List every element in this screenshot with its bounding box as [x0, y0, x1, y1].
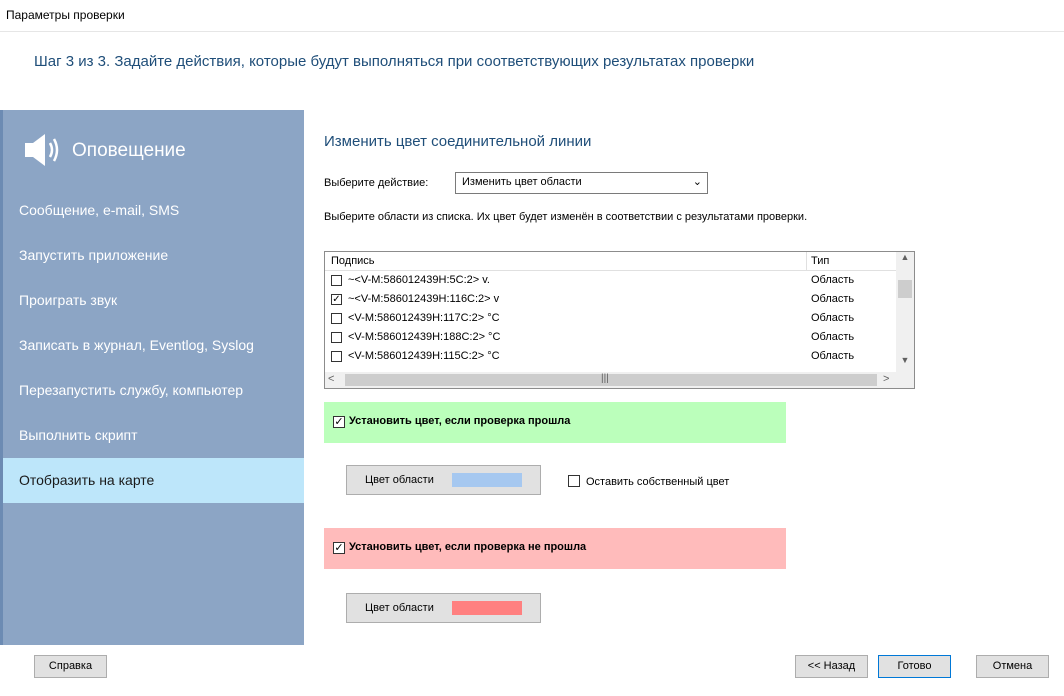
- column-header-type[interactable]: Тип: [811, 255, 830, 267]
- keep-own-color-label: Оставить собственный цвет: [586, 476, 730, 488]
- sidebar-item-message[interactable]: Сообщение, e-mail, SMS: [19, 202, 180, 218]
- keep-own-color-checkbox[interactable]: [568, 475, 580, 487]
- fail-color-swatch: [452, 601, 522, 615]
- row-caption: <V-M:586012439H:188C:2> °C: [348, 331, 501, 343]
- hint-text: Выберите области из списка. Их цвет будет изменён в соответствии с результатами проверки.: [324, 211, 808, 223]
- column-header-caption[interactable]: Подпись: [331, 255, 375, 267]
- list-item[interactable]: [325, 328, 896, 347]
- list-item[interactable]: [325, 347, 896, 366]
- pass-color-button[interactable]: [346, 465, 541, 495]
- window-title: Параметры проверки: [6, 8, 125, 22]
- title-bar: [0, 0, 1064, 32]
- done-button[interactable]: Готово: [878, 655, 951, 678]
- sidebar-item-play-sound[interactable]: Проиграть звук: [19, 292, 118, 308]
- speaker-icon: [23, 132, 63, 168]
- row-caption: <V-M:586012439H:117C:2> °C: [348, 312, 500, 324]
- list-header: [325, 252, 896, 271]
- row-type: Область: [811, 350, 855, 362]
- row-checkbox[interactable]: [331, 275, 342, 286]
- action-label: Выберите действие:: [324, 177, 429, 189]
- scrollbar-corner: [896, 372, 914, 388]
- fail-color-label: Цвет области: [365, 602, 434, 614]
- list-item[interactable]: [325, 290, 896, 309]
- row-caption: ~<V-M:586012439H:5C:2> v.: [348, 274, 490, 286]
- grip-icon: |||: [601, 373, 609, 384]
- sidebar-item-restart[interactable]: Перезапустить службу, компьютер: [19, 382, 244, 398]
- pass-label: Установить цвет, если проверка прошла: [349, 415, 571, 427]
- chevron-down-icon: ⌄: [692, 176, 702, 188]
- sidebar-header: [3, 110, 304, 188]
- areas-list[interactable]: [324, 251, 915, 389]
- list-item[interactable]: [325, 271, 896, 290]
- row-checkbox[interactable]: [331, 313, 342, 324]
- pass-checkbox[interactable]: ✓: [334, 416, 344, 428]
- row-checkbox[interactable]: ✓: [332, 294, 341, 305]
- action-select[interactable]: [455, 172, 708, 194]
- sidebar-item-write-log[interactable]: Записать в журнал, Eventlog, Syslog: [19, 337, 254, 353]
- back-button[interactable]: << Назад: [795, 655, 868, 678]
- sidebar-header-label: Оповещение: [72, 140, 186, 161]
- row-type: Область: [811, 293, 855, 305]
- help-button[interactable]: Справка: [34, 655, 107, 678]
- vertical-scrollbar[interactable]: [896, 252, 914, 372]
- sidebar-item-show-on-map[interactable]: Отобразить на карте: [3, 458, 304, 503]
- row-checkbox[interactable]: [331, 332, 342, 343]
- row-checkbox[interactable]: [331, 351, 342, 362]
- row-type: Область: [811, 274, 855, 286]
- list-item[interactable]: [325, 309, 896, 328]
- fail-checkbox[interactable]: ✓: [334, 542, 344, 554]
- fail-label: Установить цвет, если проверка не прошла: [349, 541, 587, 553]
- sidebar-item-run-script[interactable]: Выполнить скрипт: [19, 427, 138, 443]
- horizontal-scrollbar[interactable]: [325, 372, 896, 388]
- column-separator: [806, 252, 807, 270]
- fail-color-button[interactable]: [346, 593, 541, 623]
- row-type: Область: [811, 312, 855, 324]
- row-type: Область: [811, 331, 855, 343]
- pass-band: [324, 402, 786, 443]
- scroll-down-icon[interactable]: ▼: [900, 355, 910, 365]
- action-select-value: Изменить цвет области: [462, 176, 582, 188]
- scroll-left-icon[interactable]: <: [328, 373, 335, 385]
- sidebar-item-run-app[interactable]: Запустить приложение: [19, 247, 169, 263]
- pass-color-label: Цвет области: [365, 474, 434, 486]
- pass-color-swatch: [452, 473, 522, 487]
- horizontal-scroll-thumb[interactable]: [345, 374, 877, 386]
- step-header: Шаг 3 из 3. Задайте действия, которые будут выполняться при соответствующих результатах проверки: [34, 53, 755, 70]
- scroll-up-icon[interactable]: ▲: [900, 252, 910, 262]
- vertical-scroll-thumb[interactable]: [898, 280, 912, 298]
- section-title: Изменить цвет соединительной линии: [324, 133, 592, 150]
- cancel-button[interactable]: Отмена: [976, 655, 1049, 678]
- sidebar: [3, 110, 304, 645]
- scroll-right-icon[interactable]: >: [883, 373, 890, 385]
- row-caption: <V-M:586012439H:115C:2> °C: [348, 350, 500, 362]
- fail-band: [324, 528, 786, 569]
- row-caption: ~<V-M:586012439H:116C:2> v: [348, 293, 500, 305]
